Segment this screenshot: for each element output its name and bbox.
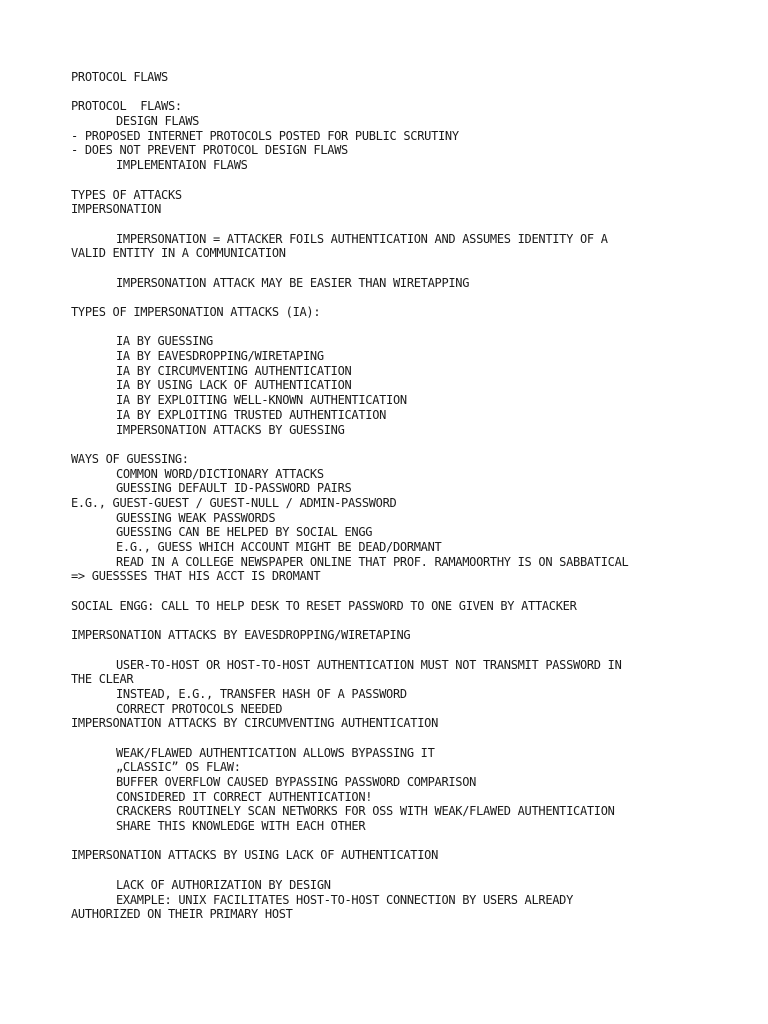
document-title: PROTOCOL FLAWS [71,70,168,84]
blank-line [71,613,711,628]
list-item: IA BY EAVESDROPPING/WIRETAPING [116,349,324,364]
section-heading: IMPERSONATION [71,202,162,217]
document-body [71,70,711,922]
text-line: GUESSING DEFAULT ID-PASSWORD PAIRS [116,481,352,496]
text-line: E.G., GUESS WHICH ACCOUNT MIGHT BE DEAD/DORMANT [116,540,442,554]
blank-line [71,834,711,849]
text-line: DESIGN FLAWS [116,114,200,129]
text-line: THE CLEAR [71,672,134,687]
text-line: IMPERSONATION = ATTACKER FOILS AUTHENTICATION AND ASSUMES IDENTITY OF A [116,231,608,246]
text-line: IMPERSONATION ATTACK MAY BE EASIER THAN WIRETAPPING [116,275,470,290]
list-item: IA BY USING LACK OF AUTHENTICATION [116,378,352,393]
text-line: READ IN A COLLEGE NEWSPAPER ONLINE THAT PROF. RAMAMOORTHY IS ON SABBATICAL [116,554,629,569]
text-line: => GUESSSES THAT HIS ACCT IS DROMANT [71,569,321,584]
text-line: „CLASSIC” OS FLAW: [116,760,241,775]
text-line: IMPLEMENTAION FLAWS [116,158,248,173]
list-item: IA BY EXPLOITING WELL-KNOWN AUTHENTICATION [116,393,407,408]
text-line: VALID ENTITY IN A COMMUNICATION [71,246,286,261]
section-heading: IMPERSONATION ATTACKS BY USING LACK OF AUTHENTICATION [71,848,439,863]
blank-line [71,261,711,276]
section-heading: IMPERSONATION ATTACKS BY CIRCUMVENTING AUTHENTICATION [71,716,439,731]
blank-line [71,584,711,599]
text-line: - DOES NOT PREVENT PROTOCOL DESIGN FLAWS [71,143,348,158]
section-heading: IMPERSONATION ATTACKS BY EAVESDROPPING/WIRETAPING [71,628,411,643]
text-line: CORRECT PROTOCOLS NEEDED [116,701,283,716]
text-line: GUESSING CAN BE HELPED BY SOCIAL ENGG [116,525,373,540]
text-line: AUTHORIZED ON THEIR PRIMARY HOST [71,907,293,922]
blank-line [71,643,711,658]
blank-line [71,85,711,100]
text-line: BUFFER OVERFLOW CAUSED BYPASSING PASSWORD COMPARISON [116,775,477,789]
text-line: LACK OF AUTHORIZATION BY DESIGN [116,877,331,892]
section-heading: TYPES OF IMPERSONATION ATTACKS (IA): [71,305,321,319]
list-item: IA BY EXPLOITING TRUSTED AUTHENTICATION [116,407,387,422]
blank-line [71,731,711,746]
text-line: SHARE THIS KNOWLEDGE WITH EACH OTHER [116,819,366,834]
blank-line [71,173,711,188]
list-item: IA BY GUESSING [116,334,213,349]
text-line: EXAMPLE: UNIX FACILITATES HOST-TO-HOST CONNECTION BY USERS ALREADY [116,892,574,907]
text-line: CRACKERS ROUTINELY SCAN NETWORKS FOR OSS WITH WEAK/FLAWED AUTHENTICATION [116,804,615,819]
blank-line [71,217,711,232]
list-item: IA BY CIRCUMVENTING AUTHENTICATION [116,363,352,378]
section-heading: WAYS OF GUESSING: [71,451,189,466]
text-line: CONSIDERED IT CORRECT AUTHENTICATION! [116,789,373,804]
text-line: INSTEAD, E.G., TRANSFER HASH OF A PASSWORD [116,686,407,701]
list-item: IMPERSONATION ATTACKS BY GUESSING [116,422,345,437]
text-line: WEAK/FLAWED AUTHENTICATION ALLOWS BYPASSING IT [116,745,435,760]
blank-line [71,863,711,878]
text-line: PROTOCOL FLAWS: [71,99,182,114]
text-line: GUESSING WEAK PASSWORDS [116,510,276,525]
section-heading: TYPES OF ATTACKS [71,187,182,202]
text-line: E.G., GUEST-GUEST / GUEST-NULL / ADMIN-PASSWORD [71,495,397,510]
text-line: - PROPOSED INTERNET PROTOCOLS POSTED FOR PUBLIC SCRUTINY [71,128,459,143]
text-line: SOCIAL ENGG: CALL TO HELP DESK TO RESET PASSWORD TO ONE GIVEN BY ATTACKER [71,598,577,613]
blank-line [71,290,711,305]
blank-line [71,437,711,452]
blank-line [71,320,711,335]
text-line: USER-TO-HOST OR HOST-TO-HOST AUTHENTICATION MUST NOT TRANSMIT PASSWORD IN [116,657,622,672]
text-line: COMMON WORD/DICTIONARY ATTACKS [116,466,324,481]
